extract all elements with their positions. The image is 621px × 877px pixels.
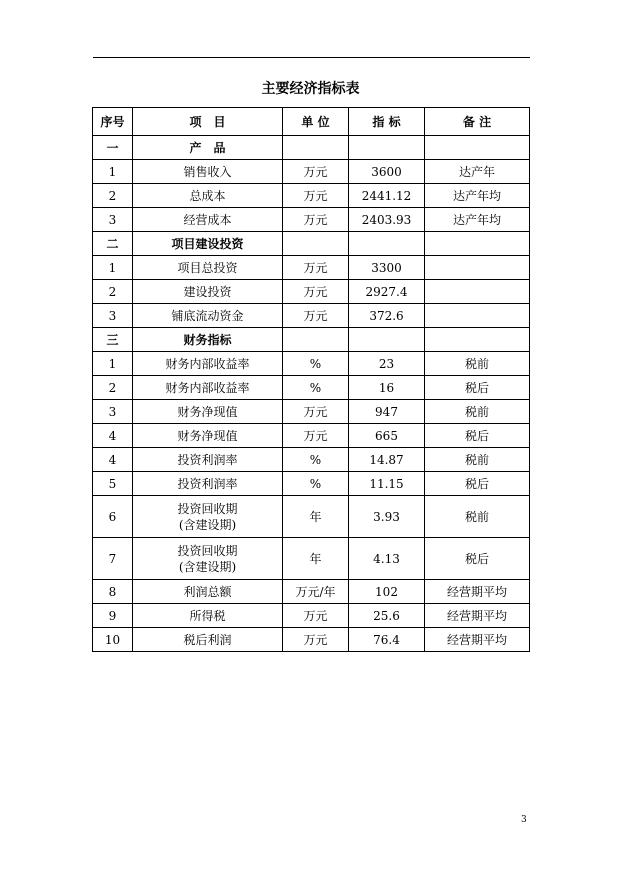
- cell-unit: 万元: [283, 424, 349, 448]
- cell-value: [349, 328, 425, 352]
- table-row: [93, 208, 530, 232]
- header-seq: 序号: [93, 108, 133, 136]
- cell-value: 102: [349, 580, 425, 604]
- cell-seq: 3: [93, 208, 133, 232]
- cell-seq: 二: [93, 232, 133, 256]
- cell-value: [349, 136, 425, 160]
- cell-item: 财务内部收益率: [133, 352, 283, 376]
- cell-note: 税前: [425, 352, 530, 376]
- cell-item: 铺底流动资金: [133, 304, 283, 328]
- cell-item: 税后利润: [133, 628, 283, 652]
- cell-item: [133, 538, 283, 580]
- table-row: [93, 376, 530, 400]
- cell-unit: 万元: [283, 256, 349, 280]
- cell-seq: 7: [93, 538, 133, 580]
- cell-value: 11.15: [349, 472, 425, 496]
- table-row: [93, 628, 530, 652]
- table-row: [93, 424, 530, 448]
- cell-seq: 6: [93, 496, 133, 538]
- cell-unit: %: [283, 352, 349, 376]
- cell-seq: 4: [93, 448, 133, 472]
- cell-value: 25.6: [349, 604, 425, 628]
- cell-item: 所得税: [133, 604, 283, 628]
- cell-item: [133, 496, 283, 538]
- cell-note: 税后: [425, 424, 530, 448]
- cell-item: 财务净现值: [133, 400, 283, 424]
- cell-value: 3300: [349, 256, 425, 280]
- cell-seq: 3: [93, 304, 133, 328]
- table-row: [93, 604, 530, 628]
- cell-value: [349, 232, 425, 256]
- cell-value: 3600: [349, 160, 425, 184]
- header-note: 备 注: [425, 108, 530, 136]
- cell-unit: [283, 328, 349, 352]
- cell-unit: 万元/年: [283, 580, 349, 604]
- cell-item-line1: 投资回收期: [177, 543, 238, 558]
- table-row: [93, 580, 530, 604]
- cell-value: 76.4: [349, 628, 425, 652]
- cell-item: 投资利润率: [133, 472, 283, 496]
- cell-seq: 2: [93, 280, 133, 304]
- header-unit: 单 位: [283, 108, 349, 136]
- section-row: [93, 136, 530, 160]
- table-row: [93, 472, 530, 496]
- cell-item: 项目总投资: [133, 256, 283, 280]
- cell-value: 23: [349, 352, 425, 376]
- cell-item: 总成本: [133, 184, 283, 208]
- cell-item: 利润总额: [133, 580, 283, 604]
- cell-note: 经营期平均: [425, 628, 530, 652]
- cell-seq: 10: [93, 628, 133, 652]
- cell-note: [425, 304, 530, 328]
- table-row: [93, 400, 530, 424]
- cell-unit: 年: [283, 496, 349, 538]
- table-row: [93, 256, 530, 280]
- table-header-row: [93, 108, 530, 136]
- header-value: 指 标: [349, 108, 425, 136]
- cell-unit: [283, 136, 349, 160]
- cell-seq: 1: [93, 160, 133, 184]
- cell-note: 经营期平均: [425, 604, 530, 628]
- cell-unit: 万元: [283, 400, 349, 424]
- cell-item: 建设投资: [133, 280, 283, 304]
- cell-unit: %: [283, 376, 349, 400]
- cell-note: 税后: [425, 376, 530, 400]
- cell-item: 投资利润率: [133, 448, 283, 472]
- cell-item: 财务净现值: [133, 424, 283, 448]
- cell-item: 销售收入: [133, 160, 283, 184]
- cell-seq: 三: [93, 328, 133, 352]
- cell-note: 税前: [425, 496, 530, 538]
- cell-unit: 万元: [283, 604, 349, 628]
- cell-value: 2927.4: [349, 280, 425, 304]
- cell-value: 2441.12: [349, 184, 425, 208]
- cell-note: [425, 232, 530, 256]
- cell-seq: 4: [93, 424, 133, 448]
- cell-note: [425, 280, 530, 304]
- cell-item-line2: (含建设期): [178, 559, 237, 574]
- cell-note: 税前: [425, 448, 530, 472]
- cell-unit: %: [283, 448, 349, 472]
- cell-note: [425, 256, 530, 280]
- economic-indicators-table: [92, 107, 530, 652]
- cell-item-line2: (含建设期): [178, 517, 237, 532]
- cell-seq: 2: [93, 184, 133, 208]
- cell-note: 税后: [425, 538, 530, 580]
- page-number: 3: [521, 815, 527, 825]
- cell-unit: %: [283, 472, 349, 496]
- cell-item: 产 品: [133, 136, 283, 160]
- cell-value: 665: [349, 424, 425, 448]
- cell-item: 财务指标: [133, 328, 283, 352]
- cell-note: 达产年均: [425, 184, 530, 208]
- cell-value: 947: [349, 400, 425, 424]
- cell-unit: [283, 232, 349, 256]
- cell-note: 税前: [425, 400, 530, 424]
- table-row: [93, 538, 530, 580]
- cell-note: 税后: [425, 472, 530, 496]
- cell-note: 经营期平均: [425, 580, 530, 604]
- cell-unit: 万元: [283, 184, 349, 208]
- cell-seq: 9: [93, 604, 133, 628]
- cell-note: 达产年: [425, 160, 530, 184]
- cell-value: 16: [349, 376, 425, 400]
- table-body: [93, 136, 530, 652]
- cell-seq: 一: [93, 136, 133, 160]
- cell-seq: 8: [93, 580, 133, 604]
- header-item: 项 目: [133, 108, 283, 136]
- cell-note: [425, 136, 530, 160]
- cell-value: 372.6: [349, 304, 425, 328]
- cell-unit: 年: [283, 538, 349, 580]
- cell-item: 经营成本: [133, 208, 283, 232]
- cell-value: 4.13: [349, 538, 425, 580]
- table-row: [93, 496, 530, 538]
- table-row: [93, 184, 530, 208]
- cell-seq: 1: [93, 256, 133, 280]
- cell-value: 3.93: [349, 496, 425, 538]
- cell-unit: 万元: [283, 628, 349, 652]
- cell-seq: 5: [93, 472, 133, 496]
- header-rule: [93, 57, 530, 58]
- cell-value: 2403.93: [349, 208, 425, 232]
- cell-item-line1: 投资回收期: [177, 501, 238, 516]
- cell-seq: 3: [93, 400, 133, 424]
- table-row: [93, 160, 530, 184]
- cell-note: [425, 328, 530, 352]
- table-row: [93, 448, 530, 472]
- table-row: [93, 352, 530, 376]
- table-row: [93, 304, 530, 328]
- cell-unit: 万元: [283, 208, 349, 232]
- cell-item: 财务内部收益率: [133, 376, 283, 400]
- cell-unit: 万元: [283, 160, 349, 184]
- cell-seq: 1: [93, 352, 133, 376]
- cell-unit: 万元: [283, 280, 349, 304]
- cell-unit: 万元: [283, 304, 349, 328]
- section-row: [93, 328, 530, 352]
- cell-note: 达产年均: [425, 208, 530, 232]
- cell-seq: 2: [93, 376, 133, 400]
- table-row: [93, 280, 530, 304]
- cell-value: 14.87: [349, 448, 425, 472]
- table-title: 主要经济指标表: [261, 81, 360, 97]
- cell-item: 项目建设投资: [133, 232, 283, 256]
- section-row: [93, 232, 530, 256]
